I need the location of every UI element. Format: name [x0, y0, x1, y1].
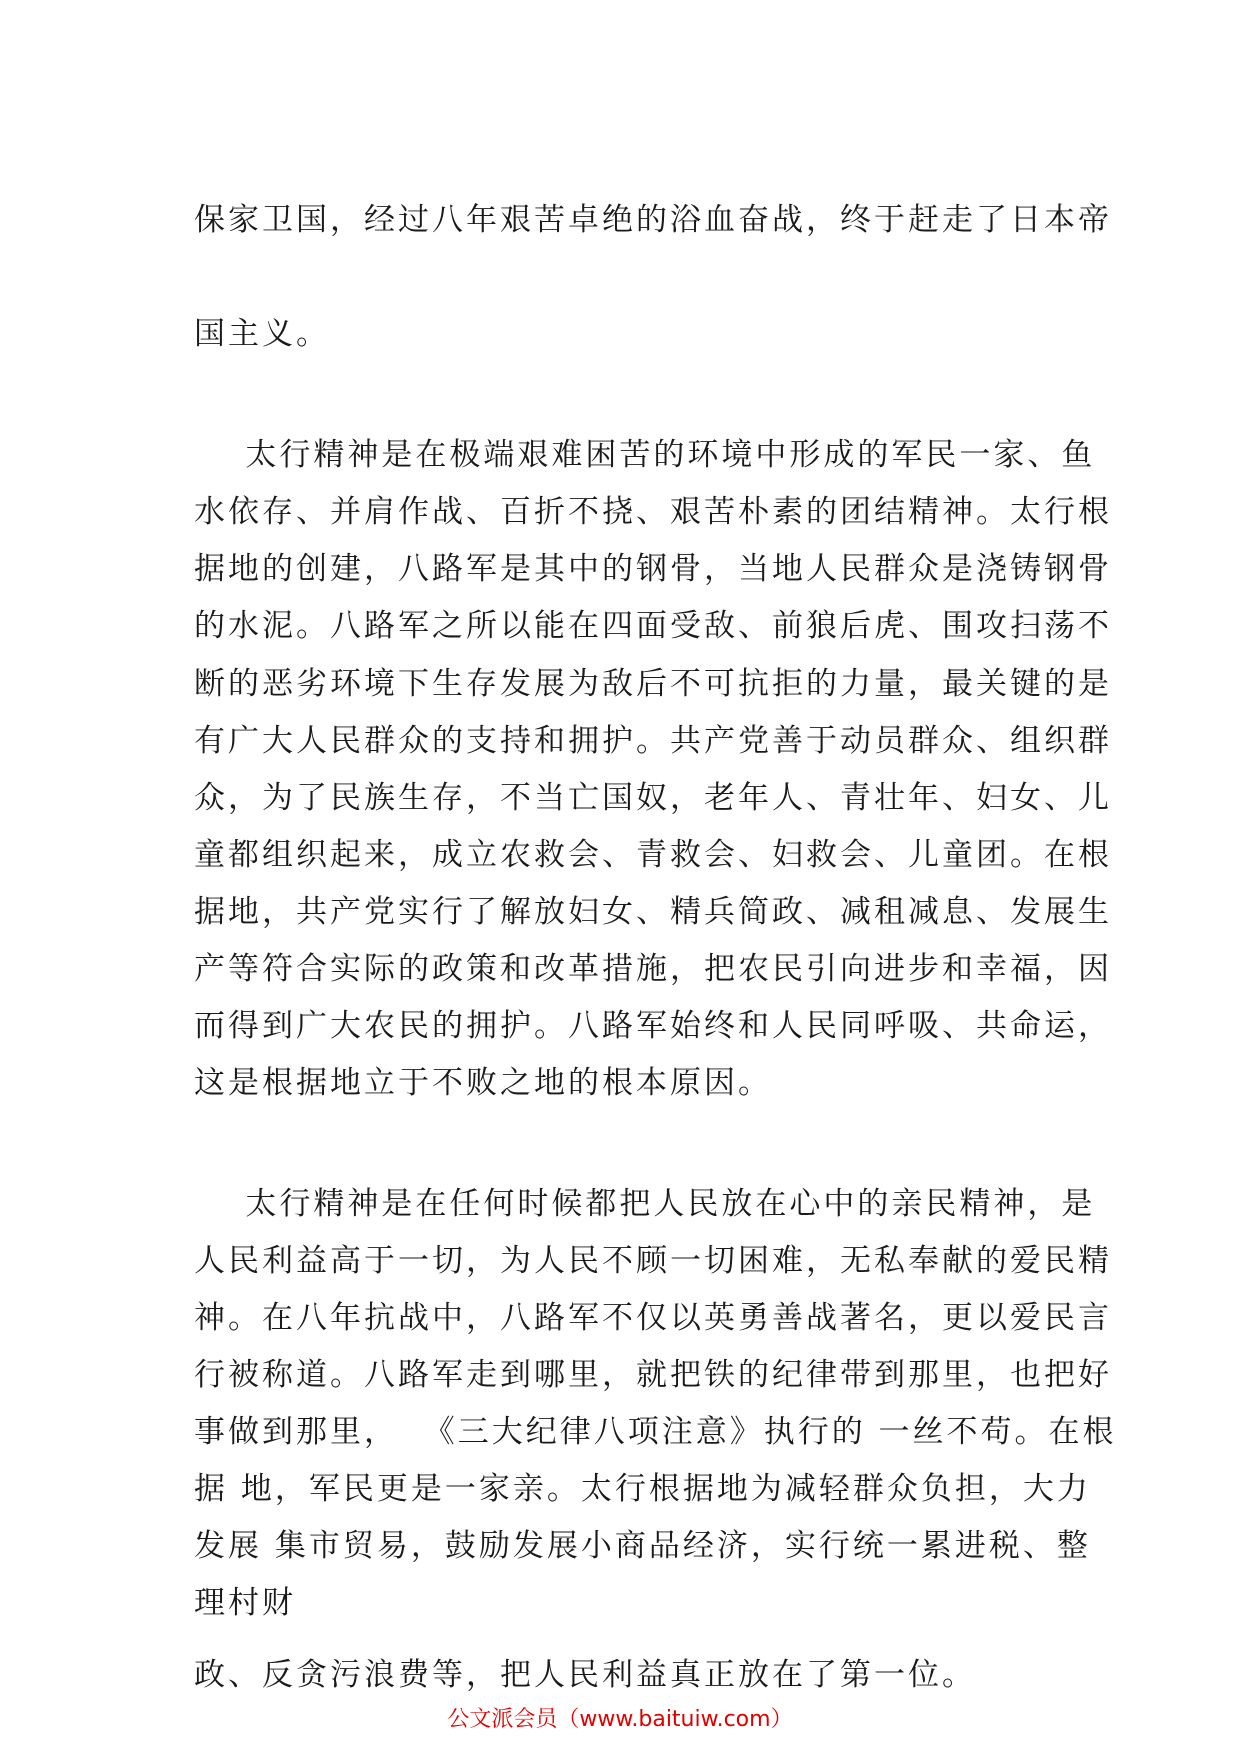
- text-line: 政、反贪污浪费等，把人民利益真正放在了第一位。: [194, 1657, 976, 1693]
- text-line: 据地，共产党实行了解放妇女、精兵简政、减租减息、发展生: [194, 894, 1112, 930]
- text-line: 神。在八年抗战中，八路军不仅以英勇善战著名，更以爱民言: [194, 1300, 1112, 1336]
- text-line: 据地的创建，八路军是其中的钢骨，当地人民群众是浇铸钢骨: [194, 551, 1112, 587]
- text-line: 行被称道。八路军走到哪里，就把铁的纪律带到那里，也把好: [194, 1357, 1112, 1393]
- text-line: 太行精神是在任何时候都把人民放在心中的亲民精神，是: [194, 1186, 1096, 1222]
- text-line: 人民利益高于一切，为人民不顾一切困难，无私奉献的爱民精: [194, 1243, 1112, 1279]
- text-line: 众，为了民族生存，不当亡国奴，老年人、青壮年、妇女、儿: [194, 780, 1112, 816]
- text-line: 理村财: [194, 1585, 296, 1621]
- text-line: 而得到广大农民的拥护。八路军始终和人民同呼吸、共命运，: [194, 1008, 1112, 1044]
- text-line: 产等符合实际的政策和改革措施，把农民引向进步和幸福，因: [194, 951, 1112, 987]
- text-line: 有广大人民群众的支持和拥护。共产党善于动员群众、组织群: [194, 723, 1112, 759]
- text-line: 断的恶劣环境下生存发展为敌后不可抗拒的力量，最关键的是: [194, 666, 1112, 702]
- text-line: 保家卫国，经过八年艰苦卓绝的浴血奋战，终于赶走了日本帝: [194, 202, 1112, 238]
- footer-watermark: 公文派会员（www.baituiw.com）: [447, 1707, 793, 1732]
- text-line: 的水泥。八路军之所以能在四面受敌、前狼后虎、围攻扫荡不: [194, 608, 1112, 644]
- text-line: 发展 集市贸易，鼓励发展小商品经济，实行统一累进税、整: [194, 1528, 1091, 1564]
- text-line: 这是根据地立于不败之地的根本原因。: [194, 1065, 772, 1101]
- text-line: 事做到那里， 《三大纪律八项注意》执行的 一丝不苟。在根: [194, 1414, 1117, 1450]
- text-line: 童都组织起来，成立农救会、青救会、妇救会、儿童团。在根: [194, 837, 1112, 873]
- text-line: 国主义。: [194, 316, 330, 352]
- text-line: 水依存、并肩作战、百折不挠、艰苦朴素的团结精神。太行根: [194, 494, 1112, 530]
- text-line: 据 地，军民更是一家亲。太行根据地为减轻群众负担，大力: [194, 1471, 1091, 1507]
- text-line: 太行精神是在极端艰难困苦的环境中形成的军民一家、鱼: [194, 437, 1096, 473]
